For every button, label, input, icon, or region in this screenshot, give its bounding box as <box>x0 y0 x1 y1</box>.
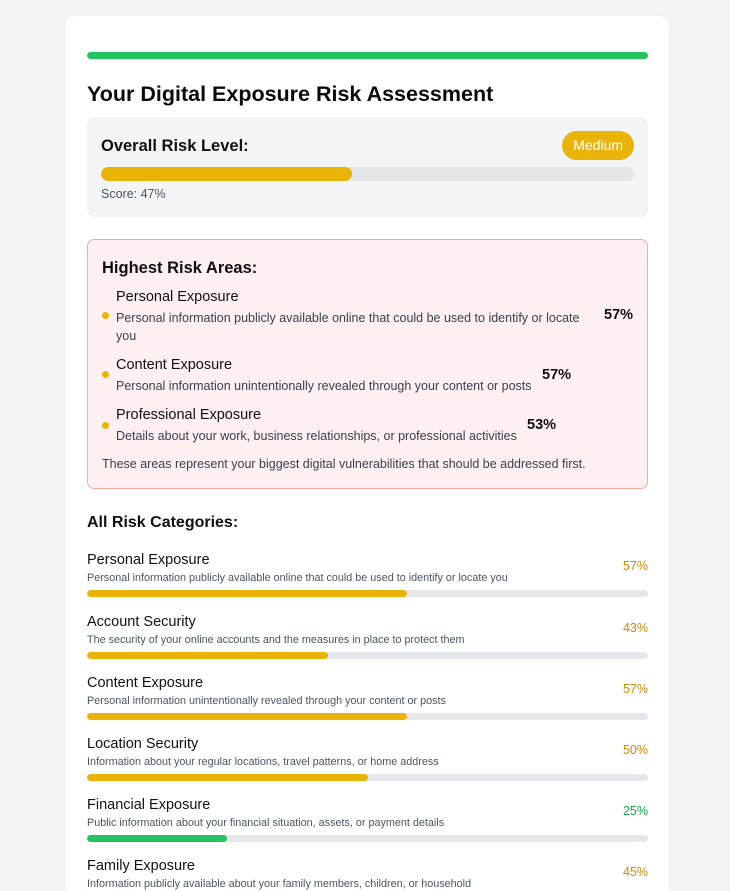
highest-risk-percent: 53% <box>527 417 557 433</box>
highest-risk-description: Details about your work, business relationships, or professional activities <box>116 429 517 443</box>
category-row <box>87 858 648 891</box>
category-description: Public information about your financial situation, assets, or payment details <box>87 817 445 829</box>
category-name: Financial Exposure <box>87 797 211 813</box>
category-description: Personal information unintentionally revealed through your content or posts <box>87 695 446 707</box>
risk-level-badge: Medium <box>562 131 634 160</box>
category-name: Location Security <box>87 736 199 752</box>
highest-risk-percent: 57% <box>604 307 634 323</box>
overall-risk-panel <box>87 117 648 217</box>
category-bar-fill <box>87 835 227 842</box>
category-bar-fill <box>87 652 328 659</box>
category-row <box>87 614 648 664</box>
category-bar-track <box>87 652 648 659</box>
category-description: Information publicly available about your family members, children, or household <box>87 878 472 890</box>
overall-score-track <box>101 167 634 181</box>
category-percent: 57% <box>622 559 648 573</box>
highest-risk-name: Professional Exposure <box>116 407 262 423</box>
category-row <box>87 675 648 725</box>
category-description: Information about your regular locations, travel patterns, or home address <box>87 756 439 768</box>
highest-risk-description: Personal information unintentionally revealed through your content or posts <box>116 379 532 393</box>
category-bar-fill <box>87 713 407 720</box>
category-percent: 43% <box>622 621 648 635</box>
page-title: Your Digital Exposure Risk Assessment <box>87 82 494 106</box>
overall-score-text: Score: 47% <box>101 187 166 201</box>
category-percent: 45% <box>622 865 648 879</box>
all-categories-title: All Risk Categories: <box>87 514 239 531</box>
highest-risk-panel <box>87 239 648 489</box>
category-name: Family Exposure <box>87 858 195 874</box>
category-percent: 57% <box>622 682 648 696</box>
category-description: Personal information publicly available online that could be used to identify or locate you <box>87 572 508 584</box>
bullet-dot-icon <box>102 422 109 429</box>
category-row <box>87 736 648 786</box>
category-bar-fill <box>87 590 407 597</box>
category-bar-fill <box>87 774 368 781</box>
category-bar-track <box>87 713 648 720</box>
category-bar-track <box>87 590 648 597</box>
overall-score-fill <box>101 167 352 181</box>
highest-risk-note: These areas represent your biggest digital vulnerabilities that should be addressed first. <box>102 457 586 471</box>
category-bar-track <box>87 835 648 842</box>
highest-risk-name: Personal Exposure <box>116 289 239 305</box>
highest-risk-percent: 57% <box>542 367 572 383</box>
overall-risk-label: Overall Risk Level: <box>101 137 249 155</box>
bullet-dot-icon <box>102 371 109 378</box>
assessment-card <box>65 16 669 891</box>
highest-risk-title: Highest Risk Areas: <box>102 259 258 277</box>
progress-bar <box>87 52 648 59</box>
category-bar-track <box>87 774 648 781</box>
bullet-dot-icon <box>102 312 109 319</box>
category-name: Personal Exposure <box>87 552 210 568</box>
category-description: The security of your online accounts and the measures in place to protect them <box>87 634 465 646</box>
category-percent: 50% <box>622 743 648 757</box>
category-name: Account Security <box>87 614 196 630</box>
category-row <box>87 797 648 847</box>
category-name: Content Exposure <box>87 675 204 691</box>
highest-risk-description: Personal information publicly available online that could be used to identify or locate you <box>116 311 580 343</box>
highest-risk-name: Content Exposure <box>116 357 233 373</box>
category-percent: 25% <box>622 804 648 818</box>
category-row <box>87 552 648 602</box>
